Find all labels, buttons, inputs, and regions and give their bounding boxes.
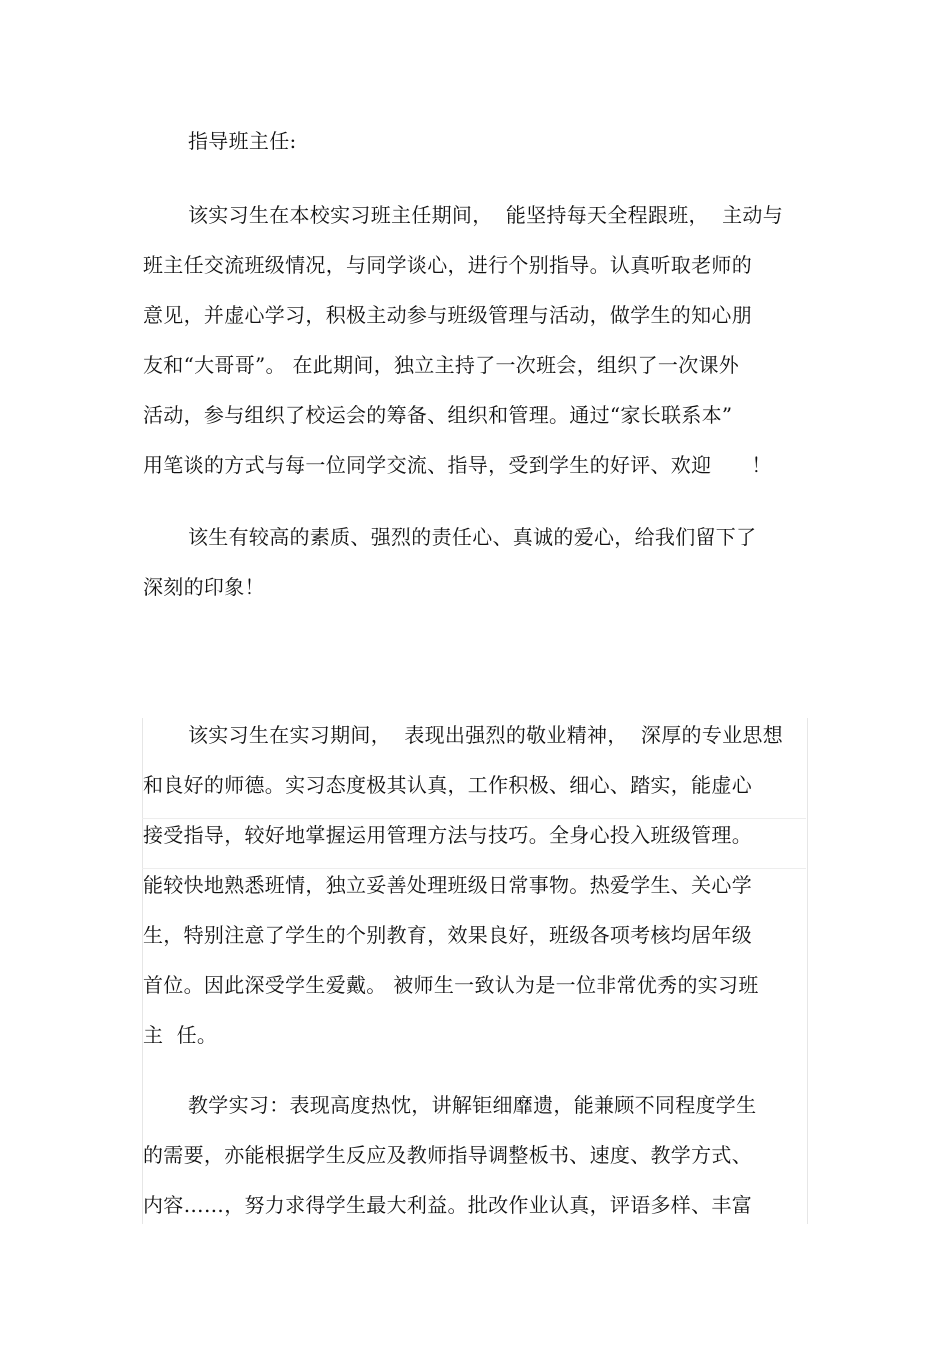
paragraph-line: 该实习生在实习期间， 表现出强烈的敬业精神， 深厚的专业思想 (188, 723, 784, 747)
paragraph-line: 意见，并虚心学习，积极主动参与班级管理与活动，做学生的知心朋 (143, 303, 752, 327)
paragraph-line: 接受指导，较好地掌握运用管理方法与技巧。全身心投入班级管理。 (143, 823, 752, 847)
paragraph-line: 教学实习：表现高度热忱，讲解钜细靡遗，能兼顾不同程度学生 (188, 1093, 757, 1117)
paragraph-line: 和良好的师德。实习态度极其认真，工作积极、细心、踏实，能虚心 (143, 773, 752, 797)
heading-supervisor: 指导班主任: (188, 129, 297, 153)
paragraph-line: 首位。因此深受学生爱戴。 被师生一致认为是一位非常优秀的实习班 (143, 973, 759, 997)
paragraph-line: 的需要，亦能根据学生反应及教师指导调整板书、速度、教学方式、 (143, 1143, 752, 1167)
paragraph-line: 班主任交流班级情况，与同学谈心，进行个别指导。认真听取老师的 (143, 253, 752, 277)
paragraph-line: 生，特别注意了学生的个别教育，效果良好，班级各项考核均居年级 (143, 923, 752, 947)
paragraph-line: 友和“大哥哥”。 在此期间，独立主持了一次班会，组织了一次课外 (143, 353, 740, 377)
paragraph-line: 主 任。 (143, 1023, 218, 1047)
paragraph-line: 内容……，努力求得学生最大利益。批改作业认真，评语多样、丰富 (143, 1193, 752, 1217)
frame-divider (142, 818, 806, 819)
frame-divider (142, 868, 806, 869)
paragraph-line: 该生有较高的素质、强烈的责任心、真诚的爱心，给我们留下了 (188, 525, 757, 549)
paragraph-line: 活动，参与组织了校运会的筹备、组织和管理。通过“家长联系本” (143, 403, 733, 427)
paragraph-line: 该实习生在本校实习班主任期间， 能坚持每天全程跟班， 主动与 (188, 203, 784, 227)
paragraph-line: 用笔谈的方式与每一位同学交流、指导，受到学生的好评、欢迎 ！ (143, 453, 772, 477)
paragraph-line: 能较快地熟悉班情，独立妥善处理班级日常事物。热爱学生、关心学 (143, 873, 752, 897)
paragraph-line: 深刻的印象！ (143, 575, 265, 599)
